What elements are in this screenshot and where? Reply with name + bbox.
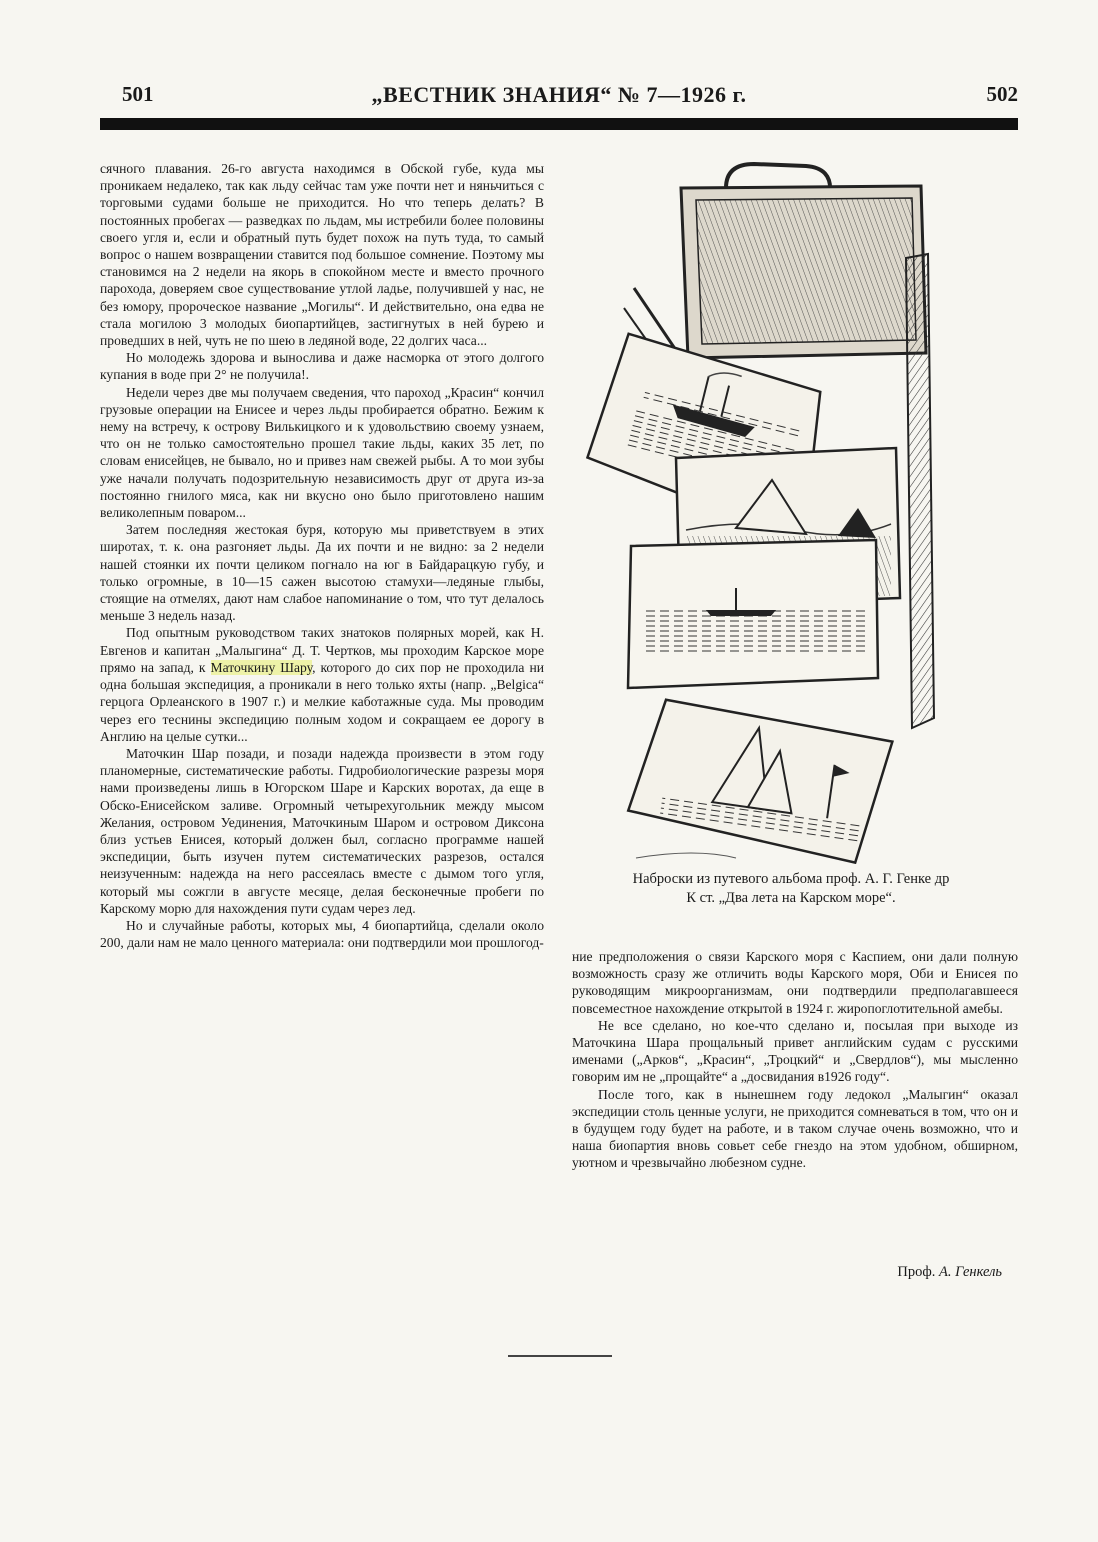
paragraph: Но молодежь здорова и вынослива и даже насморка от этого долгого купания в воде при 2° не получила!. [100,350,544,383]
caption-line: К ст. „Два лета на Карском море“. [686,890,896,906]
right-column [572,948,1018,1172]
paragraph: Недели через две мы получаем сведения, что пароход „Красин“ кончил грузовые операции на Енисее и через льды пробирается обратно. Бежим к нему на встречу, к острову Вилькицкого и к удовольствию своему узнаем, что он не только самостоятельно прошел такие льды, каких 35 лет, по словам енисейцев, не бывало, но и привез нам свежей рыбы. А то мои зубы уже начали получать подозрительную независимость друг от друга из-за постоянно гнилого мяса, как ни вкусно оно было приготовлено нашим великолепным поваром... [100,384,544,521]
paragraph: Но и случайные работы, которых мы, 4 биопартийца, сделали около 200, дали нам не мало ценного материала: они подтвердили мои прошлогод- [100,917,544,951]
page-number-left: 501 [122,82,154,106]
author-name: А. Генкель [939,1264,1002,1280]
author-signature [897,1264,1002,1281]
figure-caption [560,870,1022,908]
left-column [100,160,544,951]
paragraph: Затем последняя жестокая буря, которую мы приветствуем в этих широтах, т. к. она разгоняет льды. Да их почти и не видно: за 2 недели нашей стоянки их почти целиком погнало на юг в Байдарацкую губу, и только огромные, в 10—15 сажен высотою стамухи—ледяные глыбы, стоящие на отмелях, дают нам слабое напоминание о том, что тут делалось меньше 3 недель назад. [100,522,544,624]
author-title: Проф. [897,1264,940,1280]
highlighted-text: Маточкину Шару [210,659,313,675]
paragraph: ние предположения о связи Карского моря с Каспием, они дали полную возможность сразу же отличить воды Карского моря, Оби и Енисея по руководящим микроорганизмам, они подтвердили предполагавшееся повсеместное нахождение открытой в 1924 г. жиропоглотительной амебы. [572,949,1018,1016]
paragraph: сячного плавания. 26-го августа находимся в Обской губе, куда мы проникаем недалеко, так как льду сейчас там уже почти нет и няньчиться с торговыми судами больше не приходится. Но что теперь делать? В постоянных пробегах — разведках по льдам, мы истребили более половины своего угля и, если и обратный путь будет похож на путь туда, то самый вопрос о нашем возвращении ставится под большое сомнение. Поэтому мы становимся на 2 недели на якорь в спокойном месте и вместо прочного парохода, доверяем свое существование утлой ладье, получившей у нас, не без юмору, пророческое название „Могилы“. И действительно, она едва не стала могилою 3 молодых биопартийцев, застигнутых в ней бурею и проведших в ней, чуть не по шею в ледяной воде, 22 долгих часа... [100,161,544,349]
end-divider [508,1355,612,1357]
text-run: , которого до сих пор не проходила ни одна большая экспедиция, а проникали в него только яхты (напр. „Belgica“ герцога Орлеанского в 1907 г.) и мелкие каботажные суда. Мы проводим через его теснины экспедицию полным ходом и сокращаем ее дорогу в Англию на целые сутки... [100,659,545,744]
sketch-illustration [576,158,1018,864]
text-run: Под опытным руководством таких знатоков полярных морей, как Н. Евгенов и капитан „Малыгина“ Д. Т. Чертков, мы проходим Карское море прямо на запад, к [100,625,544,675]
journal-title: „ВЕСТНИК ЗНАНИЯ“ № 7—1926 г. [371,82,747,107]
paragraph: После того, как в нынешнем году ледокол „Малыгин“ оказал экспедиции столь ценные услуги, не приходится сомневаться в том, что он и в будущем году будет на работе, и в таком случае очень возможно, что и наша биопартия вновь совьет себе гнездо на этом удобном, обширном, уютном и чрезвычайно любезном судне. [572,1086,1018,1171]
paragraph: Не все сделано, но кое-что сделано и, посылая при выходе из Маточкина Шара прощальный привет английским судам с русскими именами („Арков“, „Красин“, „Троцкий“ и „Свердлов“), мы мысленно говорим им не „прощайте“ а „досвидания в1926 году“. [572,1017,1018,1085]
paragraph: Маточкин Шар позади, и позади надежда произвести в этом году планомерные, систематические работы. Гидробиологические разрезы моря нами произведены лишь в Югорском Шаре и Карских воротах, да еще в Обско-Енисейском заливе. Огромный четырехугольник между мысом Желания, островом Уединения, Маточкиным Шаром и островом Диксона близ устьев Енисея, который должен был, согласно программе нашей экспедиции, быть изучен путем систематических разрезов, остался неизученным: надежда на него рассеялась вместе с дымом того угля, который мы сожгли в августе месяце, делая бесконечные пробеги по Карскому морю для нахождения пути судам через лед. [100,745,544,916]
page-header [100,82,1018,116]
header-rule [100,118,1018,130]
paragraph [100,624,544,744]
page-number-right: 502 [986,82,1018,106]
caption-line: Наброски из путевого альбома проф. А. Г. Генке др [632,871,950,887]
